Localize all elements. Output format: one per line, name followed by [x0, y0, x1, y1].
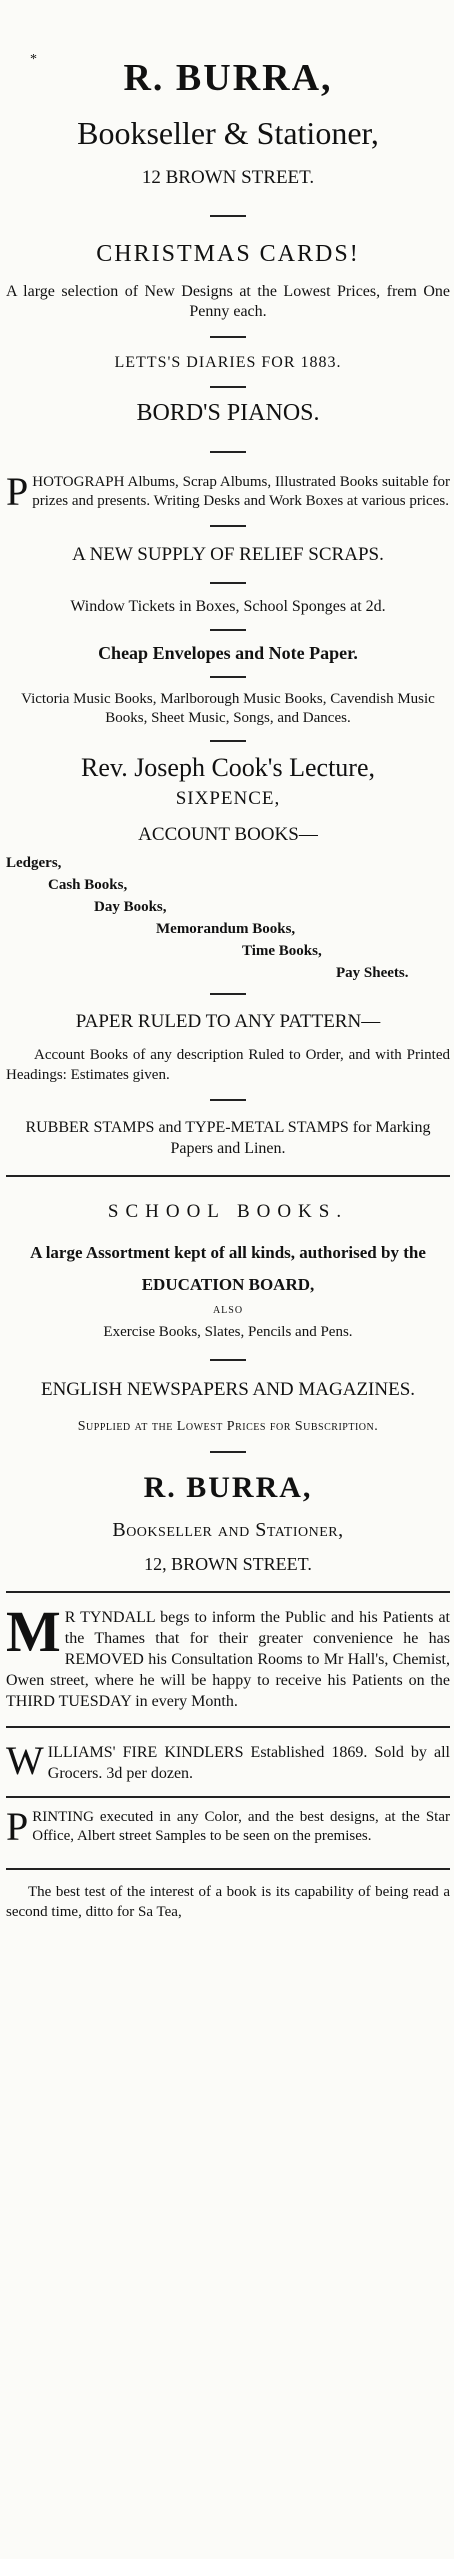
account-items	[6, 852, 450, 987]
divider	[210, 525, 246, 527]
divider	[210, 1099, 246, 1101]
school-title: SCHOOL BOOKS.	[107, 1201, 349, 1222]
account-item: Cash Books,	[48, 877, 128, 893]
divider	[210, 215, 246, 217]
account-title: ACCOUNT BOOKS—	[138, 824, 318, 845]
account-item: Memorandum Books,	[156, 921, 296, 937]
school-also: ALSO	[212, 1305, 244, 1316]
paper-body: Account Books of any description Ruled to Order, and with Printed Headings: Estimates given.	[6, 1047, 450, 1083]
divider	[210, 1359, 246, 1361]
header-block	[6, 0, 450, 189]
envelopes: Cheap Envelopes and Note Paper.	[98, 643, 358, 663]
account-item: Day Books,	[94, 899, 167, 915]
kindlers-dropcap: W	[6, 1738, 44, 1783]
paper-title: PAPER RULED TO ANY PATTERN—	[75, 1011, 381, 1032]
footer-address: 12, BROWN STREET.	[144, 1554, 312, 1574]
newspapers-block	[6, 1377, 450, 1437]
music: Victoria Music Books, Marlborough Music Books, Cavendish Music Books, Sheet Music, Songs, and Dances.	[21, 691, 435, 726]
pianos: BORD'S PIANOS.	[136, 400, 320, 426]
paper-block	[6, 1009, 450, 1085]
photograph-dropcap: P	[6, 469, 29, 514]
printing-body: RINTING executed in any Color, and the best designs, at the Star Office, Albert street Samples to be seen on the premises.	[32, 1809, 450, 1844]
christmas-body: A large selection of New Designs at the Lowest Prices, frem One Penny each.	[6, 283, 450, 320]
footer-trade: Bookseller and Stationer,	[112, 1519, 344, 1541]
divider	[210, 629, 246, 631]
school-body: A large Assortment kept of all kinds, authorised by the EDUCATION BOARD,	[30, 1243, 426, 1294]
header-address: 12 BROWN STREET.	[141, 167, 315, 188]
divider-full	[6, 1175, 450, 1177]
divider	[210, 740, 246, 742]
kindlers-block	[6, 1738, 450, 1784]
relief: A NEW SUPPLY OF RELIEF SCRAPS.	[72, 544, 384, 565]
divider	[210, 993, 246, 995]
lecture-block	[6, 752, 450, 810]
tyndall-dropcap: M	[6, 1599, 61, 1664]
account-item: Pay Sheets.	[336, 965, 409, 981]
divider-full	[6, 1726, 450, 1728]
lecture-price: SIXPENCE,	[175, 788, 281, 809]
newspapers-title: ENGLISH NEWSPAPERS AND MAGAZINES.	[40, 1379, 416, 1400]
account-item: Time Books,	[242, 943, 322, 959]
printing-dropcap: P	[6, 1804, 29, 1849]
header-name: R. BURRA,	[123, 57, 333, 99]
school-extra: Exercise Books, Slates, Pencils and Pens.	[103, 1324, 353, 1340]
divider	[210, 676, 246, 678]
tyndall-body: R TYNDALL begs to inform the Public and his Patients at the Thames that for their greater convenience he has REMOVED his Consultation Rooms to Mr Hall's, Chemist, Owen street, where he will be happy to receive his Patients on the THIRD TUESDAY in every Month.	[6, 1609, 450, 1710]
footer-block	[6, 1471, 450, 1575]
kindlers-body: ILLIAMS' FIRE KINDLERS Established 1869. Sold by all Grocers. 3d per dozen.	[47, 1744, 450, 1782]
divider	[210, 1451, 246, 1453]
divider-full	[6, 1591, 450, 1593]
header-trade: Bookseller & Stationer,	[77, 115, 379, 151]
divider	[210, 386, 246, 388]
diaries: LETTS'S DIARIES FOR 1883.	[114, 354, 342, 371]
divider-full	[6, 1796, 450, 1798]
divider	[210, 451, 246, 453]
christmas-title: CHRISTMAS CARDS!	[96, 241, 360, 267]
divider-full	[6, 1868, 450, 1870]
quote: The best test of the interest of a book is its capability of being read a second time, ditto for Sa Tea,	[6, 1884, 450, 1920]
printing-block	[6, 1804, 450, 1849]
footer-name: R. BURRA,	[143, 1471, 313, 1504]
window-tickets: Window Tickets in Boxes, School Sponges at 2d.	[70, 598, 386, 615]
stamps: RUBBER STAMPS and TYPE-METAL STAMPS for Marking Papers and Linen.	[25, 1119, 431, 1157]
photograph-block	[6, 469, 450, 514]
christmas-block	[6, 241, 450, 322]
newspapers-body: Supplied at the Lowest Prices for Subscription.	[77, 1419, 379, 1434]
divider	[210, 336, 246, 338]
lecture-title: Rev. Joseph Cook's Lecture,	[81, 753, 375, 782]
asterisk-mark: *	[30, 52, 37, 67]
school-block	[6, 1201, 450, 1341]
tyndall-block	[6, 1599, 450, 1712]
account-block	[6, 824, 450, 987]
account-item: Ledgers,	[6, 855, 62, 871]
photograph-body: HOTOGRAPH Albums, Scrap Albums, Illustrated Books suitable for prizes and presents. Writing Desks and Work Boxes at various prices.	[32, 474, 450, 509]
divider	[210, 582, 246, 584]
